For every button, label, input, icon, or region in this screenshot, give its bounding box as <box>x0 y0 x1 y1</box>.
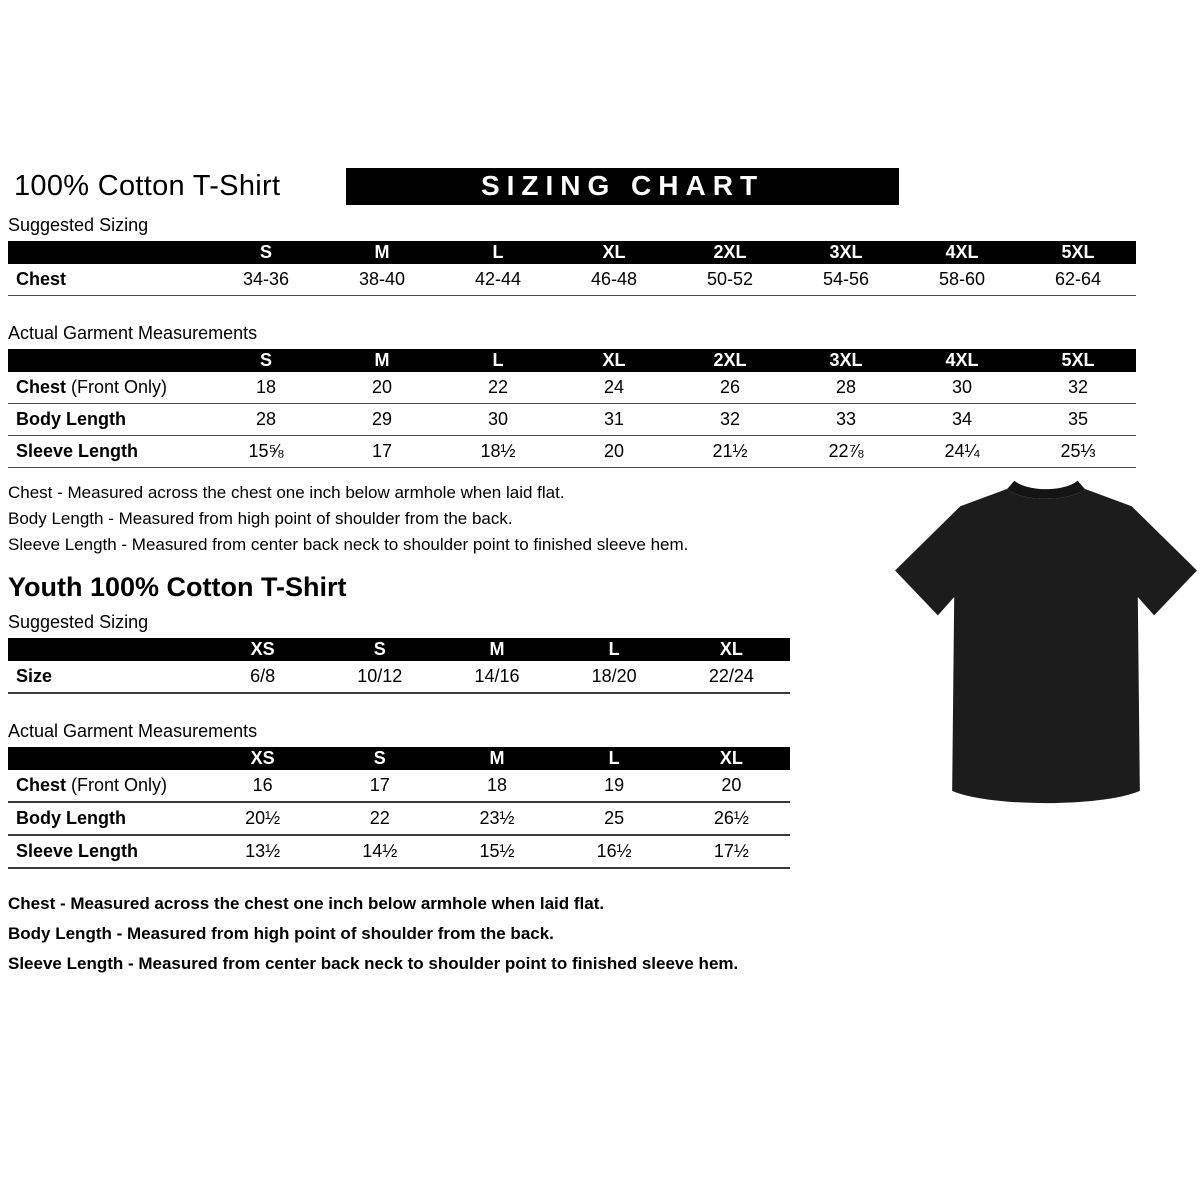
size-value-cell: 20½ <box>204 802 321 835</box>
note-line: Body Length - Measured from high point of shoulder from the back. <box>8 924 554 943</box>
size-value-cell: 17 <box>321 770 438 802</box>
size-value-cell: 16½ <box>556 835 673 868</box>
row-label-cell <box>8 436 208 468</box>
size-value-cell: 50-52 <box>672 264 788 296</box>
size-column-header: L <box>440 349 556 372</box>
row-label-cell <box>8 661 204 693</box>
size-column-header: S <box>321 638 438 661</box>
size-value-cell: 22⅞ <box>788 436 904 468</box>
size-value-cell: 24¼ <box>904 436 1020 468</box>
table-header-row <box>8 349 1136 372</box>
size-value-cell: 34 <box>904 404 1020 436</box>
row-label: Body Length <box>16 409 126 429</box>
size-value-cell: 22 <box>321 802 438 835</box>
size-column-header: XS <box>204 638 321 661</box>
size-value-cell: 24 <box>556 372 672 404</box>
size-value-cell: 26 <box>672 372 788 404</box>
row-label-cell <box>8 264 208 296</box>
row-label-cell <box>8 770 204 802</box>
youth-title: Youth 100% Cotton T-Shirt <box>8 572 347 602</box>
table-row <box>8 372 1136 404</box>
size-column-header: XL <box>556 241 672 264</box>
size-value-cell: 32 <box>1020 372 1136 404</box>
size-value-cell: 20 <box>556 436 672 468</box>
page-title: 100% Cotton T-Shirt <box>14 169 281 202</box>
row-label: Chest <box>16 269 67 289</box>
size-column-header: S <box>208 349 324 372</box>
size-value-cell: 18/20 <box>556 661 673 693</box>
size-value-cell: 22/24 <box>673 661 790 693</box>
row-label: Body Length <box>16 808 126 828</box>
table-row <box>8 436 1136 468</box>
table-header-row <box>8 747 790 770</box>
size-value-cell: 32 <box>672 404 788 436</box>
size-value-cell: 38-40 <box>324 264 440 296</box>
size-column-header: L <box>556 638 673 661</box>
row-label: Size <box>16 666 53 686</box>
table-header-row <box>8 638 790 661</box>
label-column-header <box>8 241 208 264</box>
adult-suggested-table <box>8 241 1136 296</box>
size-column-header: XS <box>204 747 321 770</box>
table-row <box>8 661 790 693</box>
size-column-header: 5XL <box>1020 241 1136 264</box>
size-value-cell: 30 <box>440 404 556 436</box>
note-line: Sleeve Length - Measured from center back neck to shoulder point to finished sleeve hem. <box>8 954 739 973</box>
size-value-cell: 17½ <box>673 835 790 868</box>
size-value-cell: 28 <box>208 404 324 436</box>
size-column-header: 2XL <box>672 241 788 264</box>
note-line: Chest - Measured across the chest one inch below armhole when laid flat. <box>8 483 565 502</box>
size-value-cell: 23½ <box>438 802 555 835</box>
label-column-header <box>8 638 204 661</box>
label-column-header <box>8 747 204 770</box>
size-value-cell: 58-60 <box>904 264 1020 296</box>
size-value-cell: 15⅝ <box>208 436 324 468</box>
size-value-cell: 13½ <box>204 835 321 868</box>
table-row <box>8 802 790 835</box>
size-value-cell: 34-36 <box>208 264 324 296</box>
size-value-cell: 25 <box>556 802 673 835</box>
adult-actual-table <box>8 349 1136 468</box>
size-column-header: L <box>440 241 556 264</box>
youth-suggested-sizing-label: Suggested Sizing <box>8 612 149 632</box>
size-value-cell: 30 <box>904 372 1020 404</box>
size-column-header: 4XL <box>904 241 1020 264</box>
row-label-cell <box>8 372 208 404</box>
table-row <box>8 770 790 802</box>
size-column-header: M <box>438 638 555 661</box>
row-label: Sleeve Length <box>16 841 139 861</box>
size-value-cell: 17 <box>324 436 440 468</box>
note-line: Sleeve Length - Measured from center back neck to shoulder point to finished sleeve hem. <box>8 535 689 554</box>
size-value-cell: 31 <box>556 404 672 436</box>
youth-suggested-table <box>8 638 790 694</box>
size-value-cell: 18½ <box>440 436 556 468</box>
size-value-cell: 42-44 <box>440 264 556 296</box>
size-value-cell: 26½ <box>673 802 790 835</box>
size-column-header: 3XL <box>788 349 904 372</box>
note-line: Body Length - Measured from high point of shoulder from the back. <box>8 509 513 528</box>
tshirt-graphic <box>893 472 1199 820</box>
size-value-cell: 54-56 <box>788 264 904 296</box>
size-value-cell: 18 <box>438 770 555 802</box>
row-label-suffix: (Front Only) <box>66 775 168 795</box>
size-column-header: 2XL <box>672 349 788 372</box>
size-value-cell: 14½ <box>321 835 438 868</box>
size-column-header: M <box>438 747 555 770</box>
size-column-header: L <box>556 747 673 770</box>
size-value-cell: 62-64 <box>1020 264 1136 296</box>
sizing-chart-banner-text: SIZING CHART <box>480 170 765 201</box>
size-value-cell: 20 <box>324 372 440 404</box>
row-label: Chest <box>16 775 67 795</box>
size-value-cell: 46-48 <box>556 264 672 296</box>
size-value-cell: 16 <box>204 770 321 802</box>
youth-notes <box>8 889 1200 979</box>
size-value-cell: 28 <box>788 372 904 404</box>
row-label-cell <box>8 404 208 436</box>
size-column-header: S <box>208 241 324 264</box>
size-column-header: M <box>324 349 440 372</box>
size-value-cell: 25⅓ <box>1020 436 1136 468</box>
tshirt-image <box>893 472 1199 820</box>
note-line: Chest - Measured across the chest one inch below armhole when laid flat. <box>8 894 605 913</box>
size-value-cell: 15½ <box>438 835 555 868</box>
adult-suggested-sizing-label: Suggested Sizing <box>8 215 149 235</box>
row-label-suffix: (Front Only) <box>66 377 168 397</box>
row-label: Sleeve Length <box>16 441 139 461</box>
size-column-header: XL <box>673 638 790 661</box>
size-column-header: 3XL <box>788 241 904 264</box>
label-column-header <box>8 349 208 372</box>
table-row <box>8 264 1136 296</box>
size-value-cell: 35 <box>1020 404 1136 436</box>
size-value-cell: 18 <box>208 372 324 404</box>
row-label-cell <box>8 835 204 868</box>
size-column-header: XL <box>556 349 672 372</box>
size-value-cell: 6/8 <box>204 661 321 693</box>
size-column-header: 4XL <box>904 349 1020 372</box>
tshirt-body <box>895 489 1197 803</box>
sizing-chart-banner <box>346 168 899 205</box>
size-value-cell: 20 <box>673 770 790 802</box>
table-row <box>8 404 1136 436</box>
table-header-row <box>8 241 1136 264</box>
size-value-cell: 14/16 <box>438 661 555 693</box>
size-column-header: XL <box>673 747 790 770</box>
size-value-cell: 21½ <box>672 436 788 468</box>
size-value-cell: 29 <box>324 404 440 436</box>
youth-actual-measurements-label: Actual Garment Measurements <box>8 721 258 741</box>
row-label: Chest <box>16 377 67 397</box>
page-header <box>8 166 1200 206</box>
size-value-cell: 19 <box>556 770 673 802</box>
row-label-cell <box>8 802 204 835</box>
size-column-header: M <box>324 241 440 264</box>
adult-actual-measurements-label: Actual Garment Measurements <box>8 323 258 343</box>
table-row <box>8 835 790 868</box>
youth-actual-table <box>8 747 790 869</box>
size-value-cell: 33 <box>788 404 904 436</box>
size-value-cell: 10/12 <box>321 661 438 693</box>
size-column-header: 5XL <box>1020 349 1136 372</box>
size-value-cell: 22 <box>440 372 556 404</box>
size-column-header: S <box>321 747 438 770</box>
